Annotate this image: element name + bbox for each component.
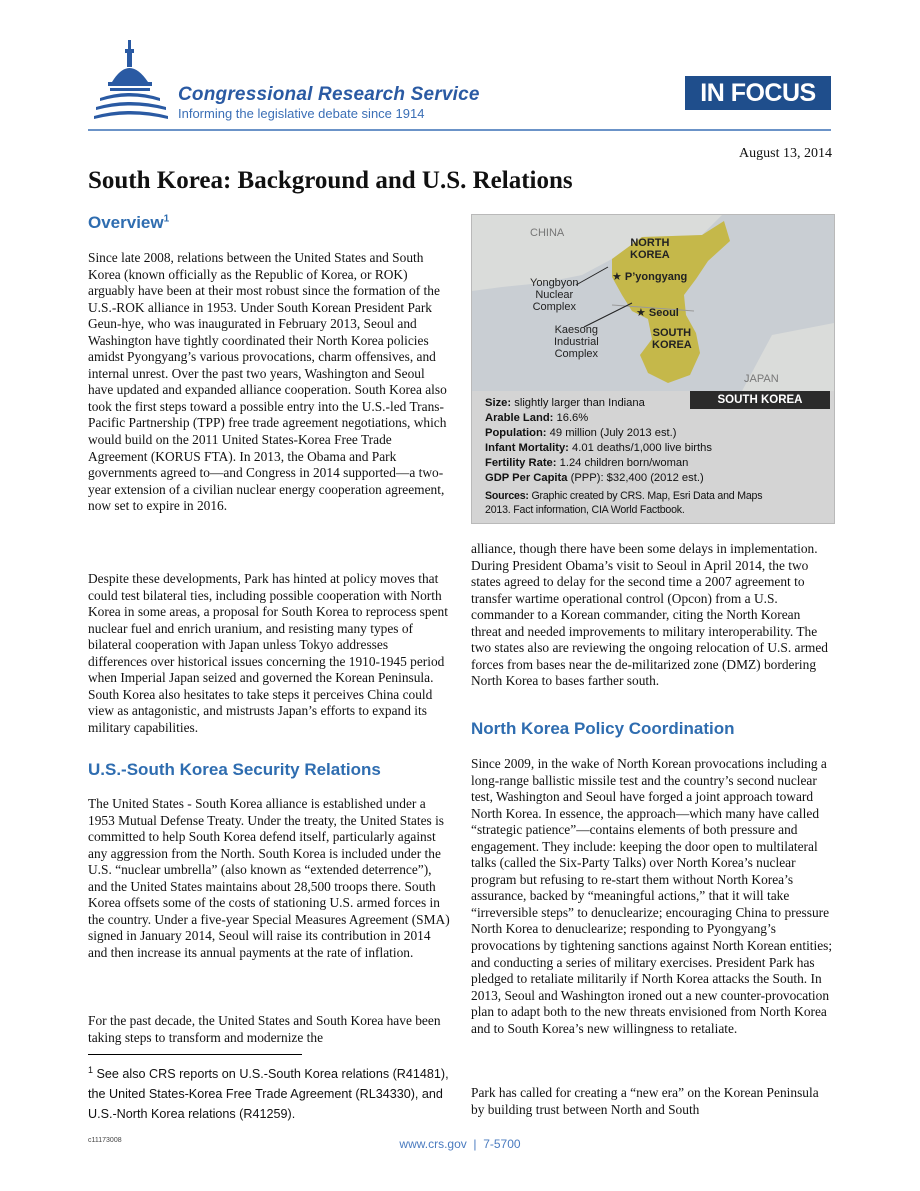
nk-policy-paragraph-2: Park has called for creating a “new era” on the Korean Peninsula by building trust between North and South	[471, 1085, 819, 1117]
fact-sources: Sources: Graphic created by CRS. Map, Esri Data and Maps	[485, 490, 763, 502]
header-divider	[88, 129, 831, 131]
map-label-south-korea: SOUTH KOREA	[652, 327, 692, 351]
korea-map	[472, 215, 834, 391]
security-paragraph-1: The United States - South Korea alliance is established under a 1953 Mutual Defense Treaty. Under the treaty, the United States is committed to help South Korea defend itself, particularly against any aggression from the North. South Korea is included under the U.S. “nuclear umbrella” (also known as “extended deterrence”), and the United States maintains about 28,500 troops there. South Korea offsets some of the costs of stationing U.S. armed forces in the country. Under a five-year Special Measures Agreement (SMA) signed in January 2014, Seoul will raise its contribution in 2014 and then increase its annual payments at the rate of inflation.	[88, 796, 450, 960]
document-id: c11173008	[88, 1137, 122, 1144]
in-focus-badge: IN FOCUS	[685, 76, 831, 110]
fact-box	[472, 391, 834, 523]
nk-policy-paragraph-1: Since 2009, in the wake of North Korean provocations including a long-range ballistic missile test and the country’s second nuclear test, Washington and Seoul have forged a joint approach toward North Korea. In essence, the approach—which many have called “strategic patience”—contains elements of both pressure and engagement. They include: keeping the door open to multilateral talks (called the Six-Party Talks) over North Korea’s nuclear program but refusing to re-start them without North Korea’s assurance, backed by “meaningful actions,” that it will take “irreversible steps” to denuclearize; encouraging China to pressure North Korea to denuclearize; responding to Pyongyang’s provocations by tightening sanctions against North Korean entities; and conducting a series of military exercises. President Park has pledged to retaliate militarily if North Korea attacks the South. In 2013, Seoul and Washington ironed out a new counter-provocation plan to adapt both to the new threats envisioned from North Korea and to South Korea’s new willingness to retaliate.	[471, 756, 833, 1036]
map-label-north-korea: NORTH KOREA	[630, 237, 670, 261]
publication-date: August 13, 2014	[739, 146, 832, 161]
fact-gdp: GDP Per Capita (PPP): $32,400 (2012 est.)	[485, 472, 704, 484]
fact-population: Population: 49 million (July 2013 est.)	[485, 427, 677, 439]
footer-link[interactable]: www.crs.gov | 7-5700	[399, 1137, 521, 1151]
org-name: Congressional Research Service	[178, 84, 480, 105]
country-fact-figure	[471, 214, 835, 524]
overview-paragraph-2: Despite these developments, Park has hinted at policy moves that could test bilateral ties, including possible cooperation with North Korea in some areas, a proposal for South Korea to reprocess spent nuclear fuel and enrich uranium, and resisting many types of bilateral cooperation with Japan unless Tokyo addresses differences over historical issues concerning the 1910-1945 period when Imperial Japan seized and governed the Korean Peninsula. South Korea also hesitates to take steps it perceives China could view as antagonistic, and mistrusts Japan’s efforts to expand its military capabilities.	[88, 571, 448, 735]
page-title: South Korea: Background and U.S. Relations	[88, 167, 573, 194]
overview-paragraph-1: Since late 2008, relations between the United States and South Korea (known officially as the Republic of Korea, or ROK) arguably have been at their most robust since the formation of the U.S.-ROK alliance in 1953. Under South Korean President Park Geun-hye, who was inaugurated in February 2013, Seoul and Washington have tightly coordinated their North Korea policies amidst Pyongyang’s various provocations, charm offensives, and internal unrest. Over the past two years, Washington and Seoul have updated and expanded alliance cooperation. South Korea also took the first steps toward a possible entry into the U.S.-led Trans-Pacific Partnership (TPP) free trade agreement negotiations, which would build on the 2011 United States-Korea Free Trade Agreement (KORUS FTA). In 2013, the Obama and Park governments agreed to—and Congress in 2014 supported—a two-year extension of a civilian nuclear energy cooperation agreement, now set to expire in 2016.	[88, 250, 447, 514]
fact-arable-land: Arable Land: 16.6%	[485, 412, 589, 424]
org-tagline: Informing the legislative debate since 1914	[178, 106, 425, 121]
capitol-dome-logo-icon	[92, 38, 170, 122]
security-paragraph-2-continued: alliance, though there have been some delays in implementation. During President Obama’s visit to Seoul in April 2014, the two states agreed to delay for the second time a 2007 agreement to transfer wartime operational control (Opcon) from a U.S. commander to a Korean commander, citing the North Korean threat and needed improvements to military interoperability. The two states also are reviewing the ongoing relocation of U.S. armed forces from bases near the de-militarized zone (DMZ) bordering North Korea to bases farther south.	[471, 541, 828, 689]
footnote: $^1$ See also CRS reports on U.S.-South Korea relations (R41481), the United States-Korea Free Trade Agreement (RL34330), and U.S.-North Korea relations (R41259).	[88, 1065, 449, 1122]
map-label-china: CHINA	[530, 227, 565, 239]
map-label-pyongyang: ★ P’yongyang	[612, 271, 688, 283]
map-label-kaesong: Kaesong Industrial Complex	[554, 324, 599, 360]
fact-fertility-rate: Fertility Rate: 1.24 children born/woman	[485, 457, 689, 469]
map-label-japan: JAPAN	[744, 373, 779, 385]
map-label-yongbyon: Yongbyon Nuclear Complex	[530, 277, 579, 313]
nk-policy-heading: North Korea Policy Coordination	[471, 719, 735, 738]
fact-size: Size: slightly larger than Indiana	[485, 397, 645, 409]
security-paragraph-2-start: For the past decade, the United States and South Korea have been taking steps to transform and modernize the	[88, 1013, 441, 1045]
footnote-divider	[88, 1054, 302, 1055]
fact-sources-line-2: 2013. Fact information, CIA World Factbook.	[485, 504, 685, 516]
map-label-seoul: ★ Seoul	[636, 307, 679, 319]
security-heading: U.S.-South Korea Security Relations	[88, 760, 381, 779]
footnote-ref: 1	[163, 213, 170, 225]
south-korea-tag: SOUTH KOREA	[690, 391, 830, 409]
fact-infant-mortality: Infant Mortality: 4.01 deaths/1,000 live births	[485, 442, 712, 454]
overview-heading: Overview$^1$	[88, 213, 170, 232]
